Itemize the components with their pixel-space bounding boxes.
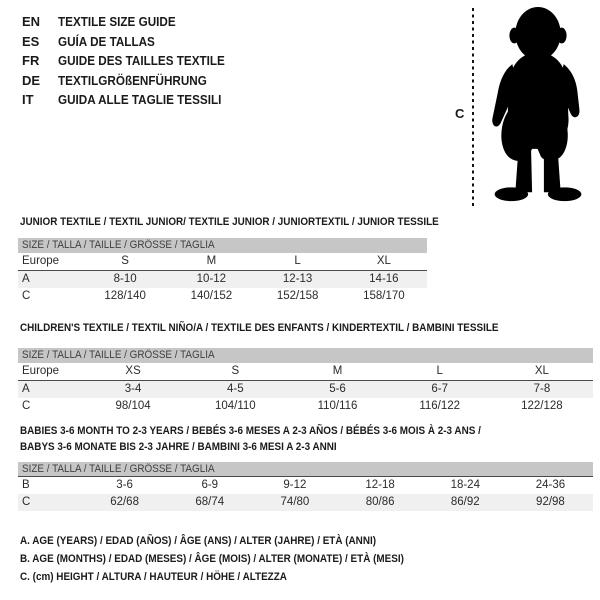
- table-cell: 116/122: [419, 400, 461, 412]
- table-cell: 92/98: [536, 496, 565, 508]
- section-title-text: CHILDREN'S TEXTILE / TEXTIL NIÑO/A / TEXTILE DES ENFANTS / KINDERTEXTIL / BAMBINI TESSILE: [20, 322, 499, 334]
- note-text: C. (cm) HEIGHT / ALTURA / HAUTEUR / HÖHE / ALTEZZA: [20, 571, 287, 583]
- note-age-months: [20, 550, 447, 568]
- table-cell: 18-24: [450, 479, 480, 491]
- row-label: A: [22, 383, 30, 395]
- height-measure-dotted-line: [472, 8, 474, 208]
- section-title-text-line1: BABIES 3-6 MONTH TO 2-3 YEARS / BEBÉS 3-6 MESES A 2-3 AÑOS / BÉBÉS 3-6 MOIS À 2-3 ANS /: [20, 425, 481, 437]
- table-cell: S: [121, 255, 129, 267]
- language-row: [22, 71, 243, 91]
- table-cell: M: [206, 255, 217, 267]
- size-header-bar: [18, 348, 593, 363]
- note-age-years: [20, 532, 447, 550]
- size-header-bar: [18, 462, 593, 477]
- table-cell: XS: [125, 365, 141, 377]
- legend-notes: [20, 532, 447, 586]
- guide-title: GUIDA ALLE TAGLIE TESSILI: [58, 92, 222, 107]
- guide-title: TEXTILGRÖßENFÜHRUNG: [58, 72, 207, 88]
- guide-title: TEXTILE SIZE GUIDE: [58, 14, 176, 29]
- table-row-a: [18, 381, 593, 398]
- table-cell: S: [231, 365, 240, 377]
- language-code: ES: [22, 33, 40, 49]
- language-row: [22, 12, 243, 32]
- table-row-c: [18, 398, 593, 415]
- size-header-text: SIZE / TALLA / TAILLE / GRÖSSE / TAGLIA: [22, 349, 215, 361]
- language-title-list: [22, 12, 243, 110]
- table-cell: 7-8: [533, 383, 551, 395]
- table-cell: 68/74: [195, 496, 225, 508]
- table-row-europe: [18, 253, 427, 271]
- table-cell: 4-5: [226, 383, 244, 395]
- table-cell: 10-12: [196, 273, 227, 285]
- table-cell: 86/92: [450, 496, 480, 508]
- section-title-text: JUNIOR TEXTILE / TEXTIL JUNIOR/ TEXTILE JUNIOR / JUNIORTEXTIL / JUNIOR TESSILE: [20, 216, 439, 228]
- table-cell: 14-16: [369, 273, 399, 285]
- table-cell: 5-6: [329, 383, 346, 395]
- table-row-c: [18, 288, 427, 305]
- table-cell: L: [294, 255, 301, 267]
- table-cell: M: [332, 365, 343, 377]
- junior-size-table: [18, 238, 427, 305]
- table-cell: 80/86: [365, 496, 395, 508]
- table-cell: 6-9: [201, 479, 219, 491]
- row-label: B: [22, 479, 30, 491]
- table-cell: 158/170: [363, 290, 405, 302]
- language-row: [22, 51, 243, 71]
- table-cell: 128/140: [104, 290, 146, 302]
- table-cell: 12-18: [365, 479, 395, 491]
- size-header-bar: [18, 238, 427, 253]
- table-cell: 122/128: [521, 400, 563, 412]
- language-row: [22, 32, 243, 52]
- table-cell: 110/116: [317, 400, 358, 412]
- height-measure-label: C: [455, 106, 465, 121]
- note-height-cm: [20, 568, 447, 586]
- table-cell: 6-7: [431, 383, 449, 395]
- language-code: FR: [22, 53, 40, 68]
- language-row: [22, 90, 243, 110]
- note-text: B. AGE (MONTHS) / EDAD (MESES) / ÂGE (MOIS) / ALTER (MONATE) / ETÀ (MESI): [20, 553, 404, 565]
- table-cell: 9-12: [283, 479, 307, 491]
- table-cell: 140/152: [190, 290, 233, 302]
- table-cell: 24-36: [535, 479, 566, 491]
- guide-title: GUIDE DES TAILLES TEXTILE: [58, 53, 225, 68]
- language-code: DE: [22, 72, 41, 88]
- language-code: IT: [22, 92, 34, 107]
- table-cell: 12-13: [282, 273, 313, 285]
- table-cell: 98/104: [115, 400, 151, 412]
- note-text: A. AGE (YEARS) / EDAD (AÑOS) / ÂGE (ANS) / ALTER (JAHRE) / ETÀ (ANNI): [20, 535, 377, 547]
- row-label: A: [22, 273, 30, 285]
- table-cell: L: [436, 365, 443, 377]
- table-row-b: [18, 477, 593, 494]
- table-cell: XL: [534, 365, 549, 377]
- toddler-silhouette: [477, 3, 599, 210]
- table-cell: 8-10: [113, 273, 137, 285]
- row-label: C: [22, 496, 31, 508]
- table-row-europe: [18, 363, 593, 381]
- section-title-junior: [20, 214, 485, 230]
- row-label: C: [22, 290, 31, 302]
- table-cell: 3-4: [124, 383, 142, 395]
- language-code: EN: [22, 14, 41, 29]
- size-header-text: SIZE / TALLA / TAILLE / GRÖSSE / TAGLIA: [22, 239, 215, 251]
- guide-title: GUÍA DE TALLAS: [58, 33, 155, 49]
- babies-size-table: [18, 462, 593, 511]
- row-label: Europe: [22, 365, 60, 377]
- row-label: Europe: [22, 255, 60, 267]
- table-cell: 104/110: [214, 400, 256, 412]
- row-label: C: [22, 400, 31, 412]
- section-title-children: [20, 320, 552, 336]
- children-size-table: [18, 348, 593, 415]
- table-cell: 62/68: [110, 496, 139, 508]
- table-cell: 3-6: [116, 479, 133, 491]
- table-cell: 74/80: [280, 496, 310, 508]
- table-cell: XL: [376, 255, 391, 267]
- size-header-text: SIZE / TALLA / TAILLE / GRÖSSE / TAGLIA: [22, 463, 215, 475]
- section-title-text-line2: BABYS 3-6 MONATE BIS 2-3 JAHRE / BAMBINI 3-6 MESI A 2-3 ANNI: [20, 441, 337, 453]
- table-row-c: [18, 494, 593, 511]
- table-row-a: [18, 271, 427, 288]
- section-title-babies: [20, 423, 532, 455]
- table-cell: 152/158: [276, 290, 319, 302]
